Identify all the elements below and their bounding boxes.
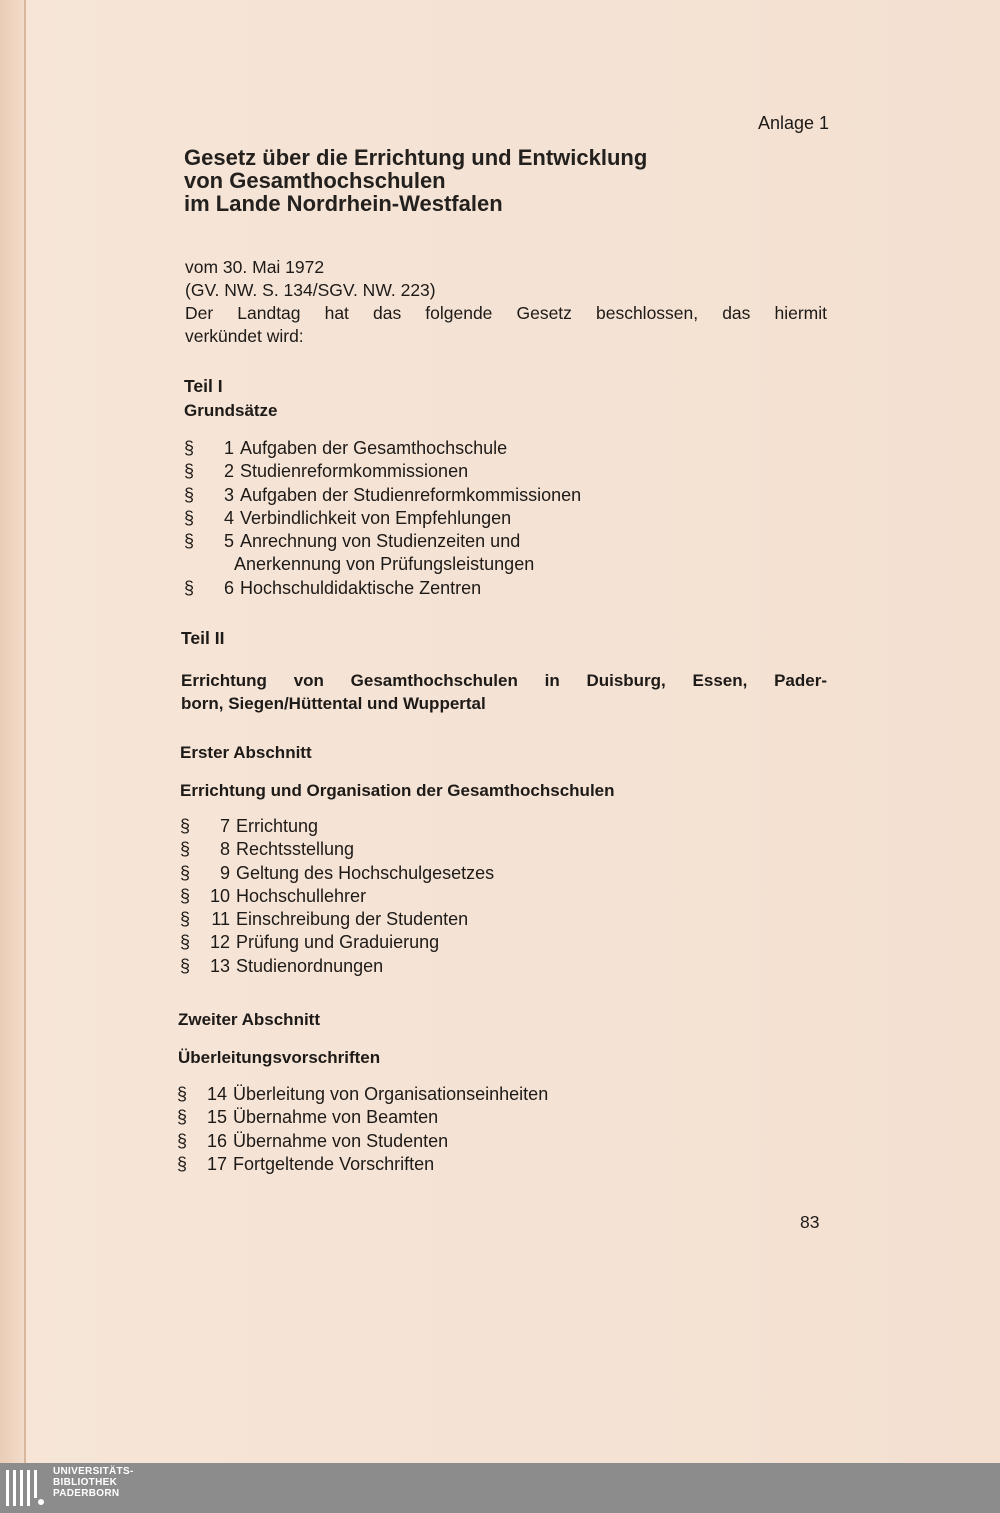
teil-2-label: Teil II xyxy=(181,628,225,648)
section-symbol: § xyxy=(177,1153,188,1174)
toc-entry xyxy=(180,931,494,954)
section-1-label: Erster Abschnitt xyxy=(180,743,312,762)
section-symbol: § xyxy=(180,932,191,953)
section-symbol: § xyxy=(180,909,191,930)
section-symbol: § xyxy=(184,438,195,458)
library-name-line-2: BIBLIOTHEK xyxy=(53,1477,118,1488)
toc-entry xyxy=(177,1083,548,1106)
section-title: Aufgaben der Gesamthochschule xyxy=(240,438,508,458)
section-symbol: § xyxy=(180,955,191,976)
section-symbol: § xyxy=(180,816,191,836)
section-title: Übernahme von Studenten xyxy=(233,1130,449,1151)
library-name xyxy=(53,1466,134,1499)
intro-line-2: verkündet wird: xyxy=(185,326,304,346)
teil-1-heading: Grundsätze xyxy=(184,401,278,420)
section-number: 10 xyxy=(209,885,230,906)
section-title: Rechtsstellung xyxy=(236,839,355,860)
section-symbol: § xyxy=(180,839,191,860)
title-line-3: im Lande Nordrhein-Westfalen xyxy=(184,191,503,216)
section-title: Fortgeltende Vorschriften xyxy=(233,1153,435,1174)
section-symbol: § xyxy=(184,577,195,598)
section-symbol: § xyxy=(180,862,191,883)
law-source: (GV. NW. S. 134/SGV. NW. 223) xyxy=(185,280,436,300)
section-title: Verbindlichkeit von Empfehlungen xyxy=(240,507,512,528)
section-title: Einschreibung der Studenten xyxy=(236,909,469,930)
section-number: 11 xyxy=(211,909,230,930)
teil-2-heading-line-2: born, Siegen/Hüttental und Wuppertal xyxy=(181,694,486,713)
section-number: 5 xyxy=(223,531,234,552)
section-number: 9 xyxy=(219,862,230,883)
section-title-continued: Anerkennung von Prüfungsleistungen xyxy=(234,554,535,575)
section-number: 4 xyxy=(223,507,234,528)
library-logo-icon xyxy=(6,1470,46,1506)
section-title: Überleitung von Organisationseinheiten xyxy=(233,1084,549,1104)
section-symbol: § xyxy=(184,461,195,482)
toc-entry xyxy=(184,530,581,553)
toc-entry xyxy=(177,1106,548,1129)
page-number: 83 xyxy=(800,1212,820,1232)
section-number: 2 xyxy=(223,461,234,482)
section-number: 1 xyxy=(223,438,234,458)
title-line-2: von Gesamthochschulen xyxy=(184,168,446,193)
teil-2-heading-line-1: Errichtung von Gesamthochschulen in Duisburg, Essen, Pader- xyxy=(181,671,827,690)
toc-entry xyxy=(177,1153,548,1176)
section-symbol: § xyxy=(177,1107,188,1128)
section-number: 14 xyxy=(206,1084,227,1104)
toc-entry xyxy=(180,885,494,908)
section-title: Aufgaben der Studienreformkommissionen xyxy=(240,484,582,505)
law-date: vom 30. Mai 1972 xyxy=(185,257,325,277)
section-symbol: § xyxy=(184,484,195,505)
toc-entry xyxy=(184,484,581,507)
section-title: Hochschullehrer xyxy=(236,885,367,906)
library-name-line-3: PADERBORN xyxy=(53,1488,120,1499)
page-gutter xyxy=(0,0,24,1463)
section-symbol: § xyxy=(184,507,195,528)
section-2-heading: Überleitungsvorschriften xyxy=(178,1048,381,1067)
section-number: 3 xyxy=(223,484,234,505)
section-number: 8 xyxy=(219,839,230,860)
section-1-heading: Errichtung und Organisation der Gesamthochschulen xyxy=(180,781,615,800)
law-metadata xyxy=(185,256,827,348)
toc-entry xyxy=(180,815,494,838)
toc-entry xyxy=(180,838,494,861)
title-line-1: Gesetz über die Errichtung und Entwicklung xyxy=(184,145,648,170)
section-title: Studienreformkommissionen xyxy=(240,461,469,482)
toc-entry xyxy=(184,460,581,483)
toc-entry xyxy=(180,862,494,885)
toc-entry xyxy=(180,908,494,931)
section-number: 12 xyxy=(209,932,230,953)
library-name-line-1: UNIVERSITÄTS- xyxy=(53,1466,134,1477)
section-number: 13 xyxy=(209,955,230,976)
section-symbol: § xyxy=(184,531,195,552)
section-number: 6 xyxy=(223,577,234,598)
section-number: 16 xyxy=(206,1130,227,1151)
section-number: 15 xyxy=(206,1107,227,1128)
section-symbol: § xyxy=(177,1084,188,1104)
toc-entry xyxy=(184,507,581,530)
toc-entry xyxy=(184,577,581,600)
section-title: Anrechnung von Studienzeiten und xyxy=(240,531,521,552)
section-title: Errichtung xyxy=(236,816,319,836)
section-title: Geltung des Hochschulgesetzes xyxy=(236,862,495,883)
teil-1-label: Teil I xyxy=(184,376,223,396)
toc-entry xyxy=(177,1130,548,1153)
section-title: Übernahme von Beamten xyxy=(233,1107,439,1128)
section-title: Prüfung und Graduierung xyxy=(236,932,440,953)
section-title: Hochschuldidaktische Zentren xyxy=(240,577,482,598)
annex-label: Anlage 1 xyxy=(757,113,829,133)
section-number: 7 xyxy=(219,816,230,836)
section-2-label: Zweiter Abschnitt xyxy=(178,1010,320,1029)
section-symbol: § xyxy=(180,885,191,906)
document-title xyxy=(184,146,647,215)
section-title: Studienordnungen xyxy=(236,955,384,976)
page-edge xyxy=(24,0,26,1463)
section-symbol: § xyxy=(177,1130,188,1151)
section-number: 17 xyxy=(206,1153,227,1174)
section-1-contents xyxy=(180,815,494,978)
section-2-contents xyxy=(177,1083,548,1176)
intro-line-1: Der Landtag hat das folgende Gesetz beschlossen, das hiermit xyxy=(185,303,827,323)
teil-1-contents xyxy=(184,437,581,600)
toc-entry xyxy=(180,955,494,978)
library-footer xyxy=(0,1463,1000,1513)
toc-entry xyxy=(184,437,581,460)
teil-2-heading xyxy=(181,669,827,715)
